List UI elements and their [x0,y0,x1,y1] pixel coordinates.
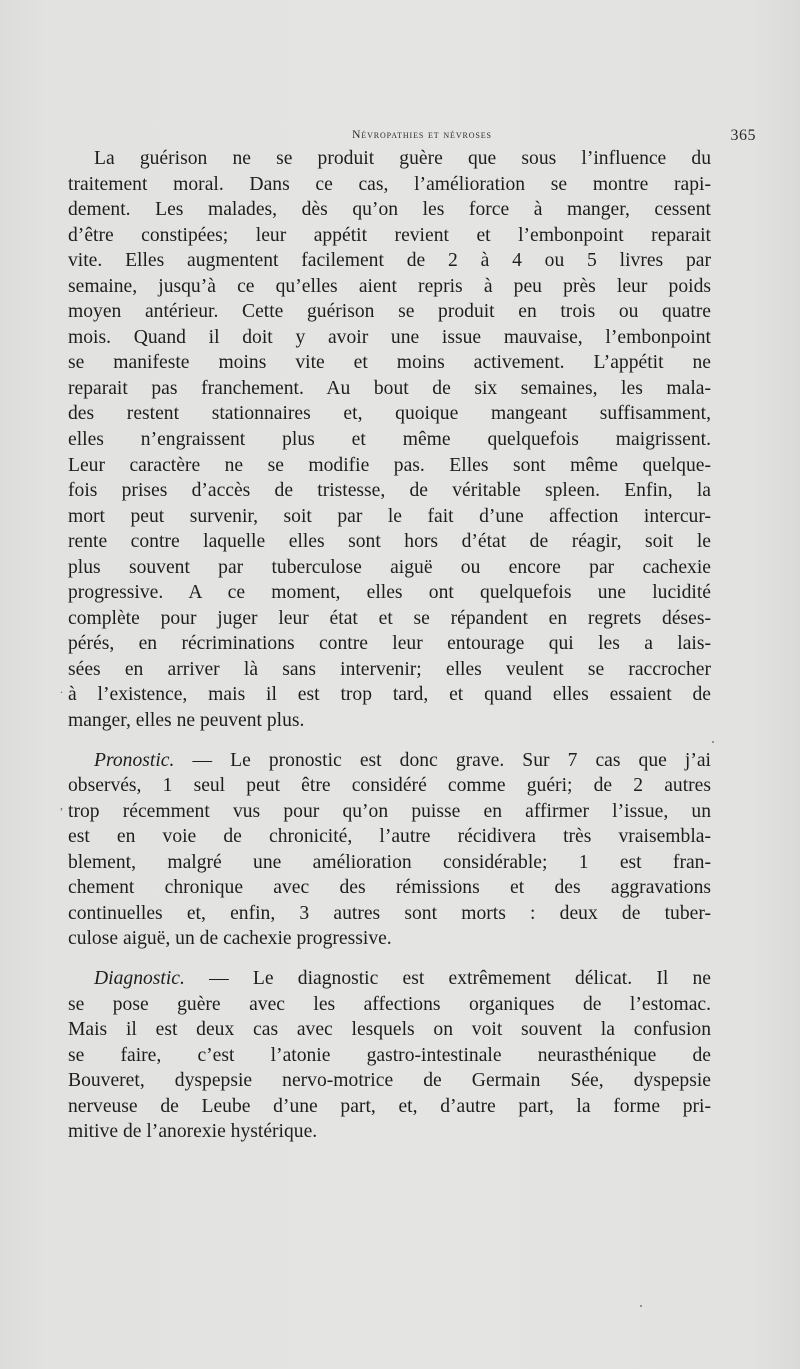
text-line [68,453,711,479]
text-line [68,1017,711,1043]
text-line [68,748,711,774]
text-line [68,606,711,632]
text-line [68,992,711,1018]
line-text: pérés, en récriminations contre leur entourage qui les a lais- [68,633,711,655]
line-text: rente contre laquelle elles sont hors d’état de réagir, soit le [68,531,711,553]
line-text: observés, 1 seul peut être considéré comme guéri; de 2 autres [68,775,711,797]
line-text: mitive de l’anorexie hystérique. [68,1121,318,1143]
text-line [68,350,711,376]
text-line [68,926,711,952]
text-line [68,427,711,453]
line-text: est en voie de chronicité, l’autre récidivera très vraisembla- [68,826,711,848]
text-line [68,657,711,683]
text-line [68,478,711,504]
line-text: reparait pas franchement. Au bout de six semaines, les mala- [68,377,711,399]
text-line [68,248,711,274]
text-line [68,1119,711,1145]
text-line [68,682,711,708]
text-line [68,875,711,901]
line-text: se manifeste moins vite et moins activement. L’appétit ne [68,352,711,374]
text-line [68,401,711,427]
section-lead: Pronostic. [94,749,175,771]
margin-mark: . [60,682,63,696]
speck [712,741,714,743]
text-line [68,966,711,992]
text-line [68,299,711,325]
line-text: blement, malgré une amélioration considérable; 1 est fran- [68,851,711,873]
text-line [68,504,711,530]
text-line [68,850,711,876]
line-text: nerveuse de Leube d’une part, et, d’autre part, la forme pri- [68,1095,711,1117]
margin-mark: , [60,798,63,812]
line-text: — Le pronostic est donc grave. Sur 7 cas que j’ai [174,749,711,771]
text-line [68,325,711,351]
line-text: vite. Elles augmentent facilement de 2 à 4 ou 5 livres par [68,250,711,272]
text-line [68,197,711,223]
line-text: complète pour juger leur état et se répandent en regrets déses- [68,607,711,629]
text-line [68,223,711,249]
line-text: elles n’engraissent plus et même quelquefois maigrissent. [68,429,711,451]
page-number: 365 [730,127,756,144]
line-text: Leur caractère ne se modifie pas. Elles sont même quelque- [68,454,711,476]
line-text: fois prises d’accès de tristesse, de véritable spleen. Enfin, la [68,480,711,502]
text-line [68,529,711,555]
paragraph-pronostic [68,748,711,952]
line-text: manger, elles ne peuvent plus. [68,710,305,732]
text-line [68,824,711,850]
paragraph-prognosis-course [68,146,711,734]
line-text: plus souvent par tuberculose aiguë ou encore par cachexie [68,556,711,578]
text-line [68,1068,711,1094]
line-text: sées en arriver là sans intervenir; elles veulent se raccrocher [68,658,711,680]
section-lead: Diagnostic. [94,967,185,989]
line-text: d’être constipées; leur appétit revient et l’embonpoint reparait [68,224,711,246]
running-head: Névropathies et névroses [352,129,492,141]
text-line [68,773,711,799]
line-text: progressive. A ce moment, elles ont quelquefois une lucidité [68,582,711,604]
text-line [68,708,711,734]
line-text: se faire, c’est l’atonie gastro-intestinale neurasthénique de [68,1044,711,1066]
line-text: traitement moral. Dans ce cas, l’amélioration se montre rapi- [68,173,711,195]
line-text: semaine, jusqu’à ce qu’elles aient repris à peu près leur poids [68,275,711,297]
line-text: se pose guère avec les affections organiques de l’estomac. [68,993,711,1015]
text-line [68,376,711,402]
text-line [68,631,711,657]
text-line [68,799,711,825]
paragraph-diagnostic [68,966,711,1145]
speck [640,1305,642,1307]
text-line [68,172,711,198]
text-line [68,274,711,300]
line-text: des restent stationnaires et, quoique mangeant suffisamment, [68,403,711,425]
line-text: mort peut survenir, soit par le fait d’une affection intercur- [68,505,711,527]
text-line [68,555,711,581]
text-line [68,1043,711,1069]
text-line [68,580,711,606]
line-text: à l’existence, mais il est trop tard, et quand elles essaient de [68,684,711,706]
line-text: dement. Les malades, dès qu’on les force à manger, cessent [68,199,711,221]
line-text: culose aiguë, un de cachexie progressive. [68,928,392,950]
line-text: chement chronique avec des rémissions et des aggravations [68,877,711,899]
line-text: Bouveret, dyspepsie nervo-motrice de Germain Sée, dyspepsie [68,1070,711,1092]
line-text: moyen antérieur. Cette guérison se produit en trois ou quatre [68,301,711,323]
line-text: Mais il est deux cas avec lesquels on voit souvent la confusion [68,1019,711,1041]
body-text [68,146,711,1145]
text-line [68,1094,711,1120]
line-text: mois. Quand il doit y avoir une issue mauvaise, l’embonpoint [68,326,711,348]
line-text: continuelles et, enfin, 3 autres sont morts : deux de tuber- [68,902,711,924]
text-line [68,146,711,172]
line-text: trop récemment vus pour qu’on puisse en affirmer l’issue, un [68,800,711,822]
line-text: La guérison ne se produit guère que sous l’influence du [94,148,711,169]
line-text: — Le diagnostic est extrêmement délicat. Il ne [184,967,711,989]
text-line [68,901,711,927]
